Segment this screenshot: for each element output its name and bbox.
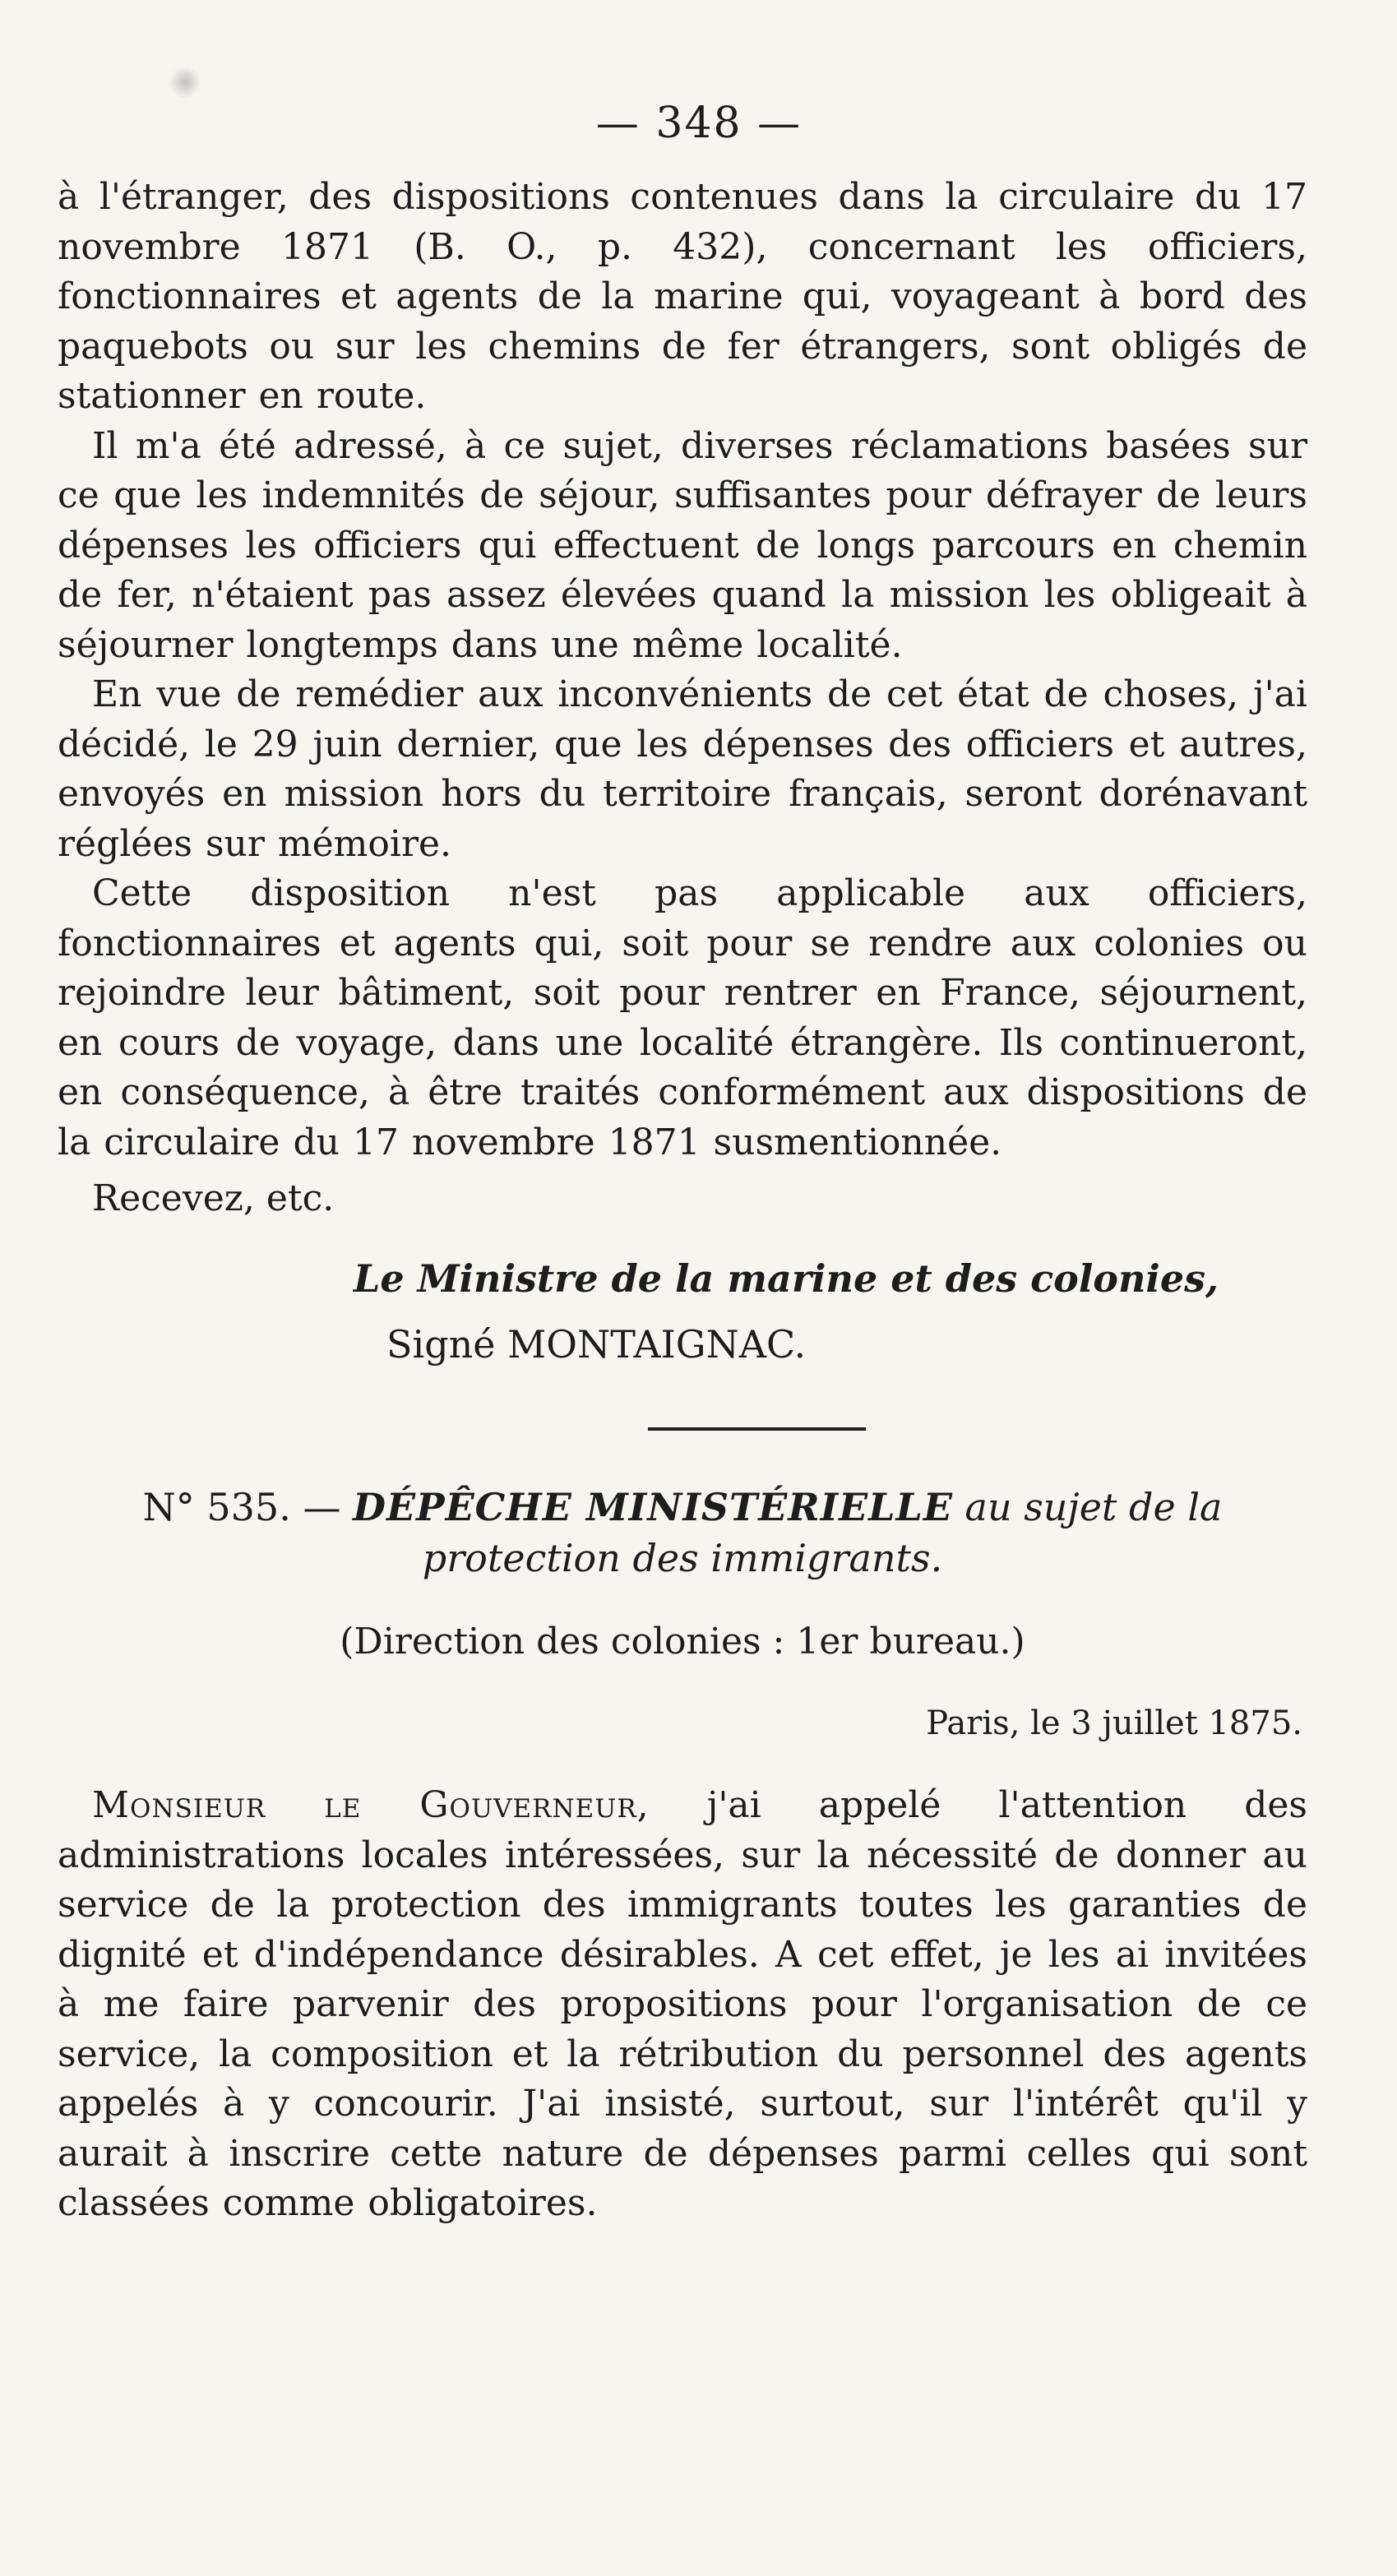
paragraph-4: Cette disposition n'est pas applicable aux officiers, fonctionnaires et agents qui, soit pour se rendre aux colonies ou rejoindre leur bâtiment, soit pour rentrer en France, séjournent, en cours de voyage, dans une localité étrangère. Ils continueront, en conséquence, à être traités conformément aux dispositions de la circulaire du 17 novembre 1871 susmentionnée. xyxy=(58,872,1307,1163)
signature-block xyxy=(58,1253,1307,1370)
closing-formula: Recevez, etc. xyxy=(92,1177,335,1219)
dispatch-subject: au sujet de la xyxy=(964,1485,1223,1529)
dispatch-number: N° 535. — xyxy=(142,1485,341,1529)
date-line: Paris, le 3 juillet 1875. xyxy=(926,1704,1302,1742)
paragraph-2: Il m'a été adressé, à ce sujet, diverses réclamations basées sur ce que les indemnités de séjour, suffisantes pour défrayer de leurs dépenses les officiers qui effectuent de longs parcours en chemin de fer, n'étaient pas assez élevées quand la mission les obligeait à séjourner longtemps dans une même localité. xyxy=(58,424,1307,666)
letter-salutation: Monsieur le Gouverneur, xyxy=(92,1784,650,1826)
document-page xyxy=(58,99,1307,2229)
dispatch-heading xyxy=(58,1482,1307,1533)
dispatch-title: DÉPÊCHE MINISTÉRIELLE xyxy=(353,1485,953,1529)
direction-line: (Direction des colonies : 1er bureau.) xyxy=(340,1621,1025,1663)
signature-title: Le Ministre de la marine et des colonies, xyxy=(354,1256,1219,1301)
section-divider xyxy=(648,1427,866,1431)
paragraph-1: à l'étranger, des dispositions contenues dans la circulaire du 17 novembre 1871 (B. O., p. 432), concernant les officiers, fonctionnaires et agents de la marine qui, voyageant à bord des paquebots ou sur les chemins de fer étrangers, sont obligés de stationner en route. xyxy=(58,176,1307,417)
dispatch-subject-line2: protection des immigrants. xyxy=(422,1536,943,1580)
circular-body xyxy=(58,173,1307,1168)
ink-smudge xyxy=(169,66,201,99)
letter-paragraph xyxy=(58,1781,1307,2229)
paragraph-3: En vue de remédier aux inconvénients de cet état de choses, j'ai décidé, le 29 juin dernier, que les dépenses des officiers et autres, envoyés en mission hors du territoire français, seront dorénavant réglées sur mémoire. xyxy=(58,673,1307,865)
signature-name: Signé MONTAIGNAC. xyxy=(386,1322,807,1367)
page-number: — 348 — xyxy=(595,99,803,148)
letter-text: j'ai appelé l'attention des administrations locales intéressées, sur la nécessité de donner au service de la protection des immigrants toutes les garanties de dignité et d'indépendance désirables. A cet effet, je les ai invitées à me faire parvenir des propositions pour l'organisation de ce service, la composition et la rétribution du personnel des agents appelés à y concourir. J'ai insisté, surtout, sur l'intérêt qu'il y aurait à inscrire cette nature de dépenses parmi celles qui sont classées comme obligatoires. xyxy=(58,1784,1307,2224)
